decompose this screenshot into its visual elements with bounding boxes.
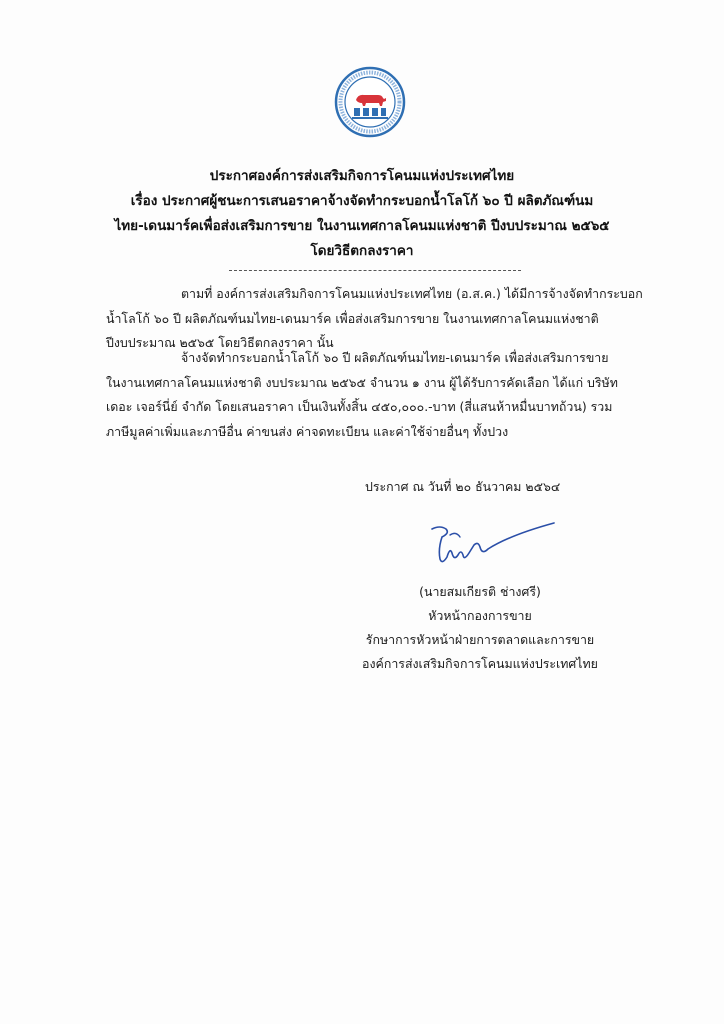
announcement-date: ประกาศ ณ วันที่ ๒๐ ธันวาคม ๒๕๖๔ <box>365 479 561 494</box>
paragraph-line: น้ำโลโก้ ๖๐ ปี ผลิตภัณฑ์นมไทย-เดนมาร์ค เพื่อส่งเสริมการขาย ในงานเทศกาลโคนมแห่งชาติ <box>106 310 599 326</box>
title-line: ไทย-เดนมาร์คเพื่อส่งเสริมการขาย ในงานเทศกาลโคนมแห่งชาติ ปีงบประมาณ ๒๕๖๕ <box>114 218 610 234</box>
announcement-title <box>90 164 634 264</box>
paragraph-line: ในงานเทศกาลโคนมแห่งชาติ งบประมาณ ๒๕๖๕ จำนวน ๑ งาน ผู้ได้รับการคัดเลือก ได้แก่ บริษัท <box>106 374 618 390</box>
signer-block <box>340 580 620 676</box>
organization-logo <box>334 66 406 138</box>
signer-name: (นายสมเกียรติ ช่างศรี) <box>419 584 541 599</box>
title-line: โดยวิธีตกลงราคา <box>310 243 414 259</box>
paragraph-line: ตามที่ องค์การส่งเสริมกิจการโคนมแห่งประเทศไทย (อ.ส.ค.) ได้มีการจ้างจัดทำกระบอก <box>181 286 643 301</box>
paragraph-1 <box>106 282 643 356</box>
paragraph-line: จ้างจัดทำกระบอกน้ำโลโก้ ๖๐ ปี ผลิตภัณฑ์นมไทย-เดนมาร์ค เพื่อส่งเสริมการขาย <box>181 350 609 365</box>
paragraph-line: ปีงบประมาณ ๒๕๖๕ โดยวิธีตกลงราคา นั้น <box>106 335 334 350</box>
title-line: ประกาศองค์การส่งเสริมกิจการโคนมแห่งประเทศไทย <box>209 168 515 184</box>
signer-position: หัวหน้ากองการขาย <box>428 608 532 623</box>
signer-organization: องค์การส่งเสริมกิจการโคนมแห่งประเทศไทย <box>362 656 598 671</box>
paragraph-line: เดอะ เจอร์นี่ย์ จำกัด โดยเสนอราคา เป็นเงินทั้งสิ้น ๔๕๐,๐๐๐.-บาท (สี่แสนห้าหมื่นบาทถ้วน) รวม <box>106 399 613 414</box>
title-line: เรื่อง ประกาศผู้ชนะการเสนอราคาจ้างจัดทำกระบอกน้ำโลโก้ ๖๐ ปี ผลิตภัณฑ์นม <box>130 193 594 209</box>
paragraph-2 <box>106 346 630 444</box>
handwritten-signature <box>420 515 560 570</box>
signer-acting-position: รักษาการหัวหน้าฝ่ายการตลาดและการขาย <box>365 632 595 647</box>
title-divider <box>229 270 521 271</box>
paragraph-line: ภาษีมูลค่าเพิ่มและภาษีอื่น ค่าขนส่ง ค่าจดทะเบียน และค่าใช้จ่ายอื่นๆ ทั้งปวง <box>106 423 509 439</box>
